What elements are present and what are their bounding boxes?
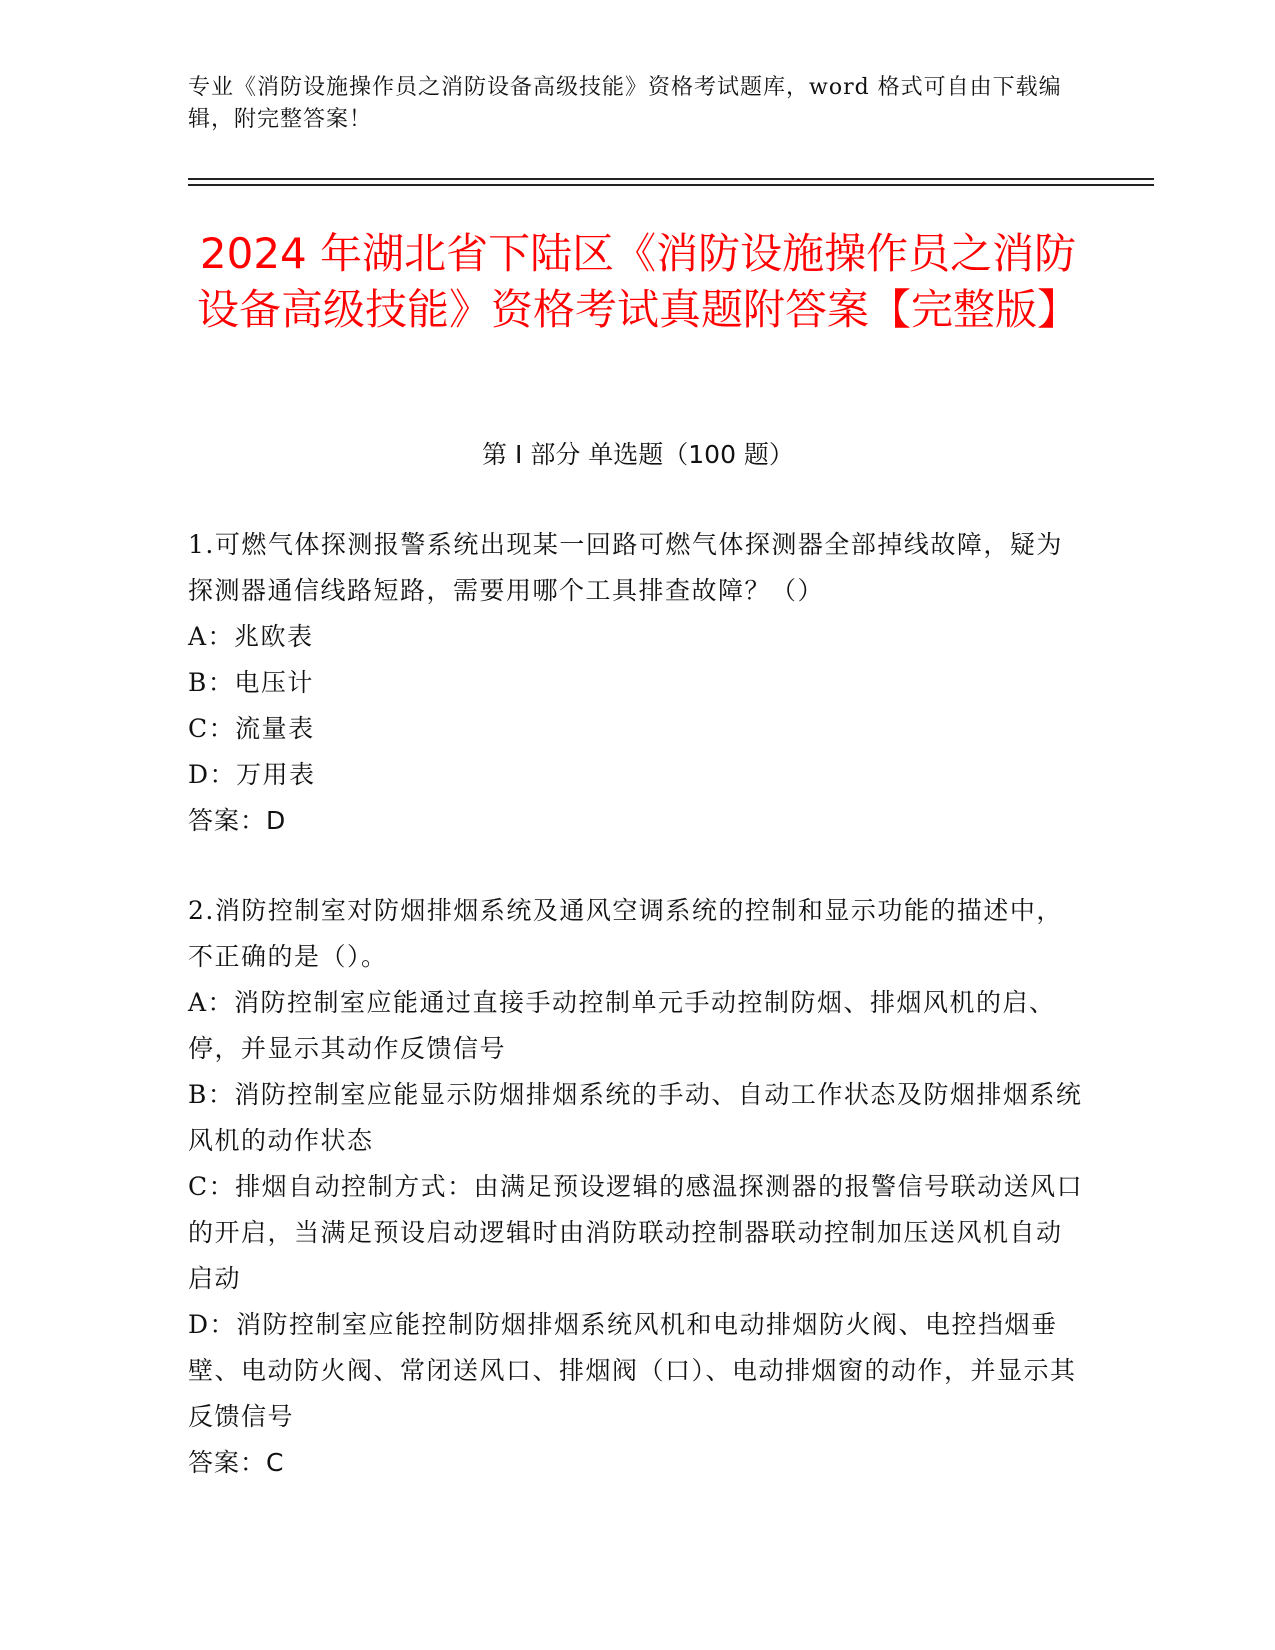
option-a: A：兆欧表 <box>188 622 314 651</box>
header-note: 专业《消防设施操作员之消防设备高级技能》资格考试题库，word 格式可自由下载编辑，附完整答案！ <box>188 75 1062 132</box>
option-b: B：电压计 <box>188 668 314 697</box>
question-block <box>188 522 1088 844</box>
option-d: D：万用表 <box>188 760 316 789</box>
section-title: 第 I 部分 单选题（100 题） <box>482 440 794 469</box>
option-a: A：消防控制室应能通过直接手动控制单元手动控制防烟、排烟风机的启、停，并显示其动作反馈信号 <box>188 988 1056 1063</box>
question-stem: 2.消防控制室对防烟排烟系统及通风空调系统的控制和显示功能的描述中，不正确的是（）。 <box>188 896 1063 971</box>
option-b: B：消防控制室应能显示防烟排烟系统的手动、自动工作状态及防烟排烟系统风机的动作状态 <box>188 1080 1083 1155</box>
option-c: C：排烟自动控制方式：由满足预设逻辑的感温探测器的报警信号联动送风口的开启，当满足预设启动逻辑时由消防联动控制器联动控制加压送风机自动启动 <box>188 1172 1084 1293</box>
answer-line: 答案：C <box>188 1448 285 1477</box>
option-d: D：消防控制室应能控制防烟排烟系统风机和电动排烟防火阀、电控挡烟垂壁、电动防火阀、常闭送风口、排烟阀（口）、电动排烟窗的动作，并显示其反馈信号 <box>188 1310 1077 1431</box>
question-stem: 1.可燃气体探测报警系统出现某一回路可燃气体探测器全部掉线故障，疑为探测器通信线路短路，需要用哪个工具排查故障？（） <box>188 530 1063 605</box>
answer-line: 答案：D <box>188 806 287 835</box>
option-c: C：流量表 <box>188 714 315 743</box>
header-divider-top <box>188 178 1154 180</box>
document-title: 2024 年湖北省下陆区《消防设施操作员之消防设备高级技能》资格考试真题附答案【完整版】 <box>196 229 1079 334</box>
header-divider-bottom <box>188 184 1154 186</box>
question-block <box>188 888 1088 1486</box>
